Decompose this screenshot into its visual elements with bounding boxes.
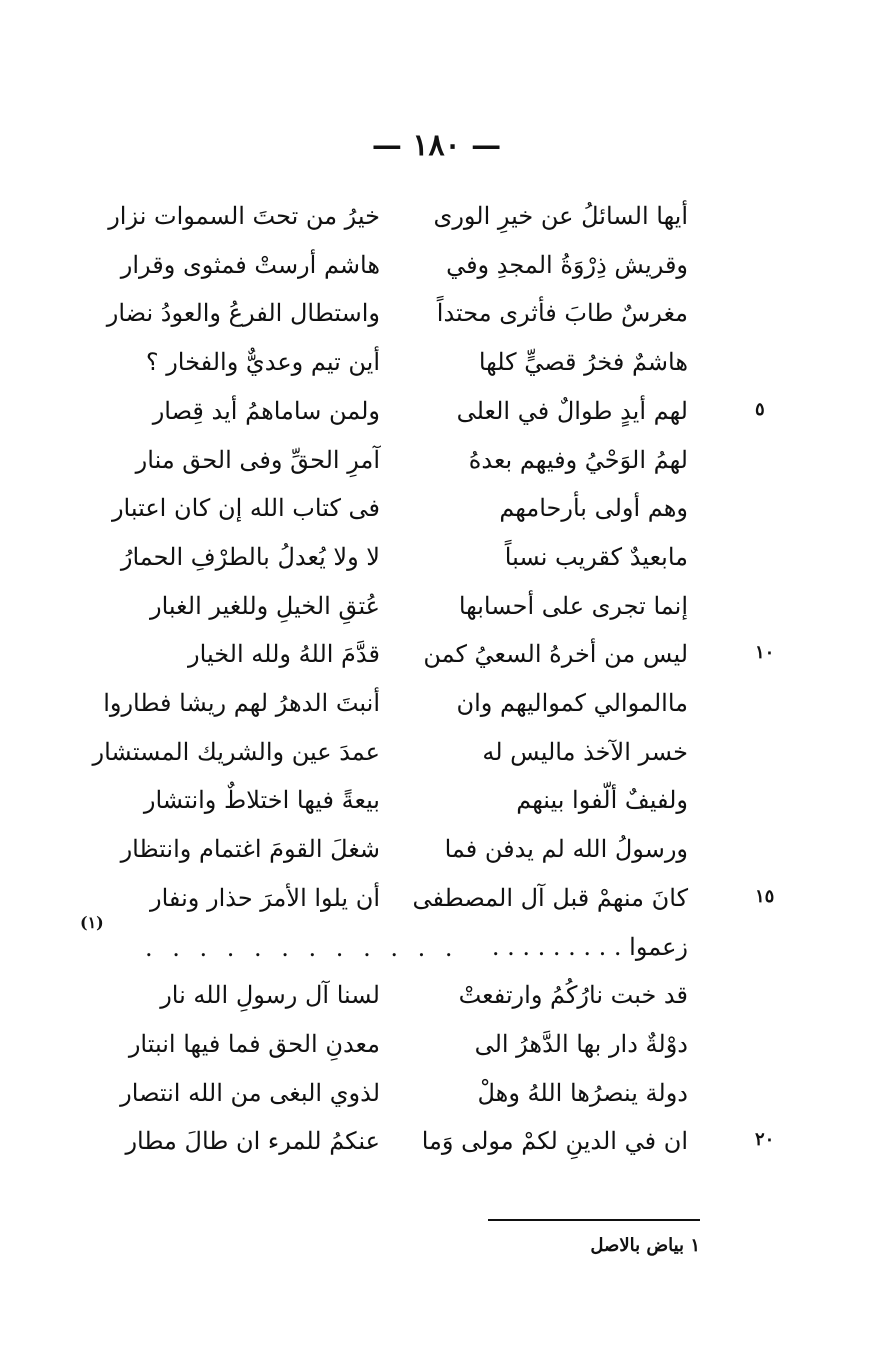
second-hemistich: أين تيم وعديٌّ والفخار ؟ bbox=[145, 348, 380, 376]
first-hemistich: زعموا . . . . . . . . . bbox=[491, 933, 688, 961]
verse-line bbox=[0, 780, 873, 820]
second-hemistich: . . . . . . . . . . . . bbox=[145, 934, 459, 962]
page-number: — ١٨٠ — bbox=[371, 128, 502, 163]
line-number: ١٠ bbox=[755, 642, 775, 663]
first-hemistich: مابعيدٌ كقريب نسباً bbox=[504, 543, 688, 571]
line-number: ١٥ bbox=[755, 886, 775, 907]
verse-line bbox=[0, 537, 873, 577]
first-hemistich: هاشمٌ فخرُ قصيٍّ كلها bbox=[478, 348, 688, 376]
first-hemistich: إنما تجرى على أحسابها bbox=[458, 592, 688, 620]
second-hemistich: آمرِ الحقِّ وفى الحق منار bbox=[135, 446, 380, 474]
second-hemistich: عمدَ عين والشريك المستشار bbox=[92, 738, 380, 766]
second-hemistich: أن يلوا الأمرَ حذار ونفار bbox=[150, 884, 380, 912]
verse-line bbox=[0, 1073, 873, 1113]
footnote: ١ بياض بالاصل bbox=[590, 1235, 700, 1256]
verse-line bbox=[0, 878, 873, 918]
second-hemistich: شغلَ القومَ اغتمام وانتظار bbox=[120, 835, 380, 863]
first-hemistich: ان في الدينِ لكمْ مولى وَما bbox=[421, 1127, 688, 1155]
verse-line bbox=[0, 1024, 873, 1064]
second-hemistich: عُتقِ الخيلِ وللغير الغبار bbox=[150, 592, 380, 620]
line-number: ٥ bbox=[755, 399, 765, 420]
verse-line bbox=[0, 196, 873, 236]
verse-line bbox=[0, 732, 873, 772]
first-hemistich: لهم أيدٍ طوالٌ في العلى bbox=[456, 397, 688, 425]
verse-line bbox=[0, 683, 873, 723]
verse-line bbox=[0, 913, 873, 967]
second-hemistich: عنكمُ للمرء ان طالَ مطار bbox=[125, 1127, 380, 1155]
verse-line bbox=[0, 293, 873, 333]
first-hemistich: كانَ منهمْ قبل آل المصطفى bbox=[412, 884, 688, 912]
verse-line bbox=[0, 245, 873, 285]
first-hemistich: أيها السائلُ عن خيرِ الورى bbox=[433, 202, 688, 230]
first-hemistich: قد خبت نارُكُمُ وارتفعتْ bbox=[458, 981, 688, 1009]
second-hemistich: أنبتَ الدهرُ لهم ريشا فطاروا bbox=[103, 689, 380, 717]
verse-line bbox=[0, 634, 873, 674]
first-hemistich: ورسولُ الله لم يدفن فما bbox=[444, 835, 688, 863]
verse-line bbox=[0, 586, 873, 626]
verse-line bbox=[0, 440, 873, 480]
verse-line bbox=[0, 1121, 873, 1161]
second-hemistich: واستطال الفرعُ والعودُ نضار bbox=[106, 299, 380, 327]
second-hemistich: بيعةً فيها اختلاطٌ وانتشار bbox=[143, 786, 380, 814]
first-hemistich: ليس من أخرهُ السعيُ كمن bbox=[423, 640, 688, 668]
second-hemistich: قدَّمَ اللهُ ولله الخيار bbox=[188, 640, 380, 668]
line-number: ٢٠ bbox=[755, 1129, 775, 1150]
first-hemistich: خسر الآخذ ماليس له bbox=[482, 738, 688, 766]
verse-line bbox=[0, 391, 873, 431]
first-hemistich: لهمُ الوَحْيُ وفيهم بعدهُ bbox=[468, 446, 688, 474]
verse-line bbox=[0, 829, 873, 869]
first-hemistich: وقريش ذِرْوَةُ المجدِ وفي bbox=[446, 251, 688, 279]
verse-line bbox=[0, 488, 873, 528]
first-hemistich: مغرسٌ طابَ فأثرى محتداً bbox=[436, 299, 688, 327]
second-hemistich: لذوي البغى من الله انتصار bbox=[120, 1079, 380, 1107]
first-hemistich: ولفيفٌ ألّفوا بينهم bbox=[516, 786, 688, 814]
footnote-divider bbox=[488, 1219, 700, 1221]
second-hemistich: ولمن ساماهمُ أيد قِصار bbox=[152, 397, 380, 425]
second-hemistich: هاشم أرستْ فمثوى وقرار bbox=[120, 251, 380, 279]
verse-line bbox=[0, 342, 873, 382]
first-hemistich: وهم أولى بأرحامهم bbox=[499, 494, 688, 522]
second-hemistich: لا ولا يُعدلُ بالطرْفِ الحمارُ bbox=[120, 543, 380, 571]
footnote-marker: (١) bbox=[80, 913, 104, 932]
first-hemistich: ماالموالي كمواليهم وان bbox=[456, 689, 688, 717]
first-hemistich: دوْلةٌ دار بها الدَّهرُ الى bbox=[474, 1030, 688, 1058]
second-hemistich: معدنِ الحق فما فيها انبتار bbox=[128, 1030, 380, 1058]
verse-line bbox=[0, 975, 873, 1015]
first-hemistich: دولة ينصرُها اللهُ وهلْ bbox=[477, 1079, 688, 1107]
second-hemistich: خيرُ من تحتَ السموات نزار bbox=[108, 202, 380, 230]
second-hemistich: فى كتاب الله إن كان اعتبار bbox=[111, 494, 380, 522]
second-hemistich: لسنا آل رسولِ الله نار bbox=[160, 981, 380, 1009]
